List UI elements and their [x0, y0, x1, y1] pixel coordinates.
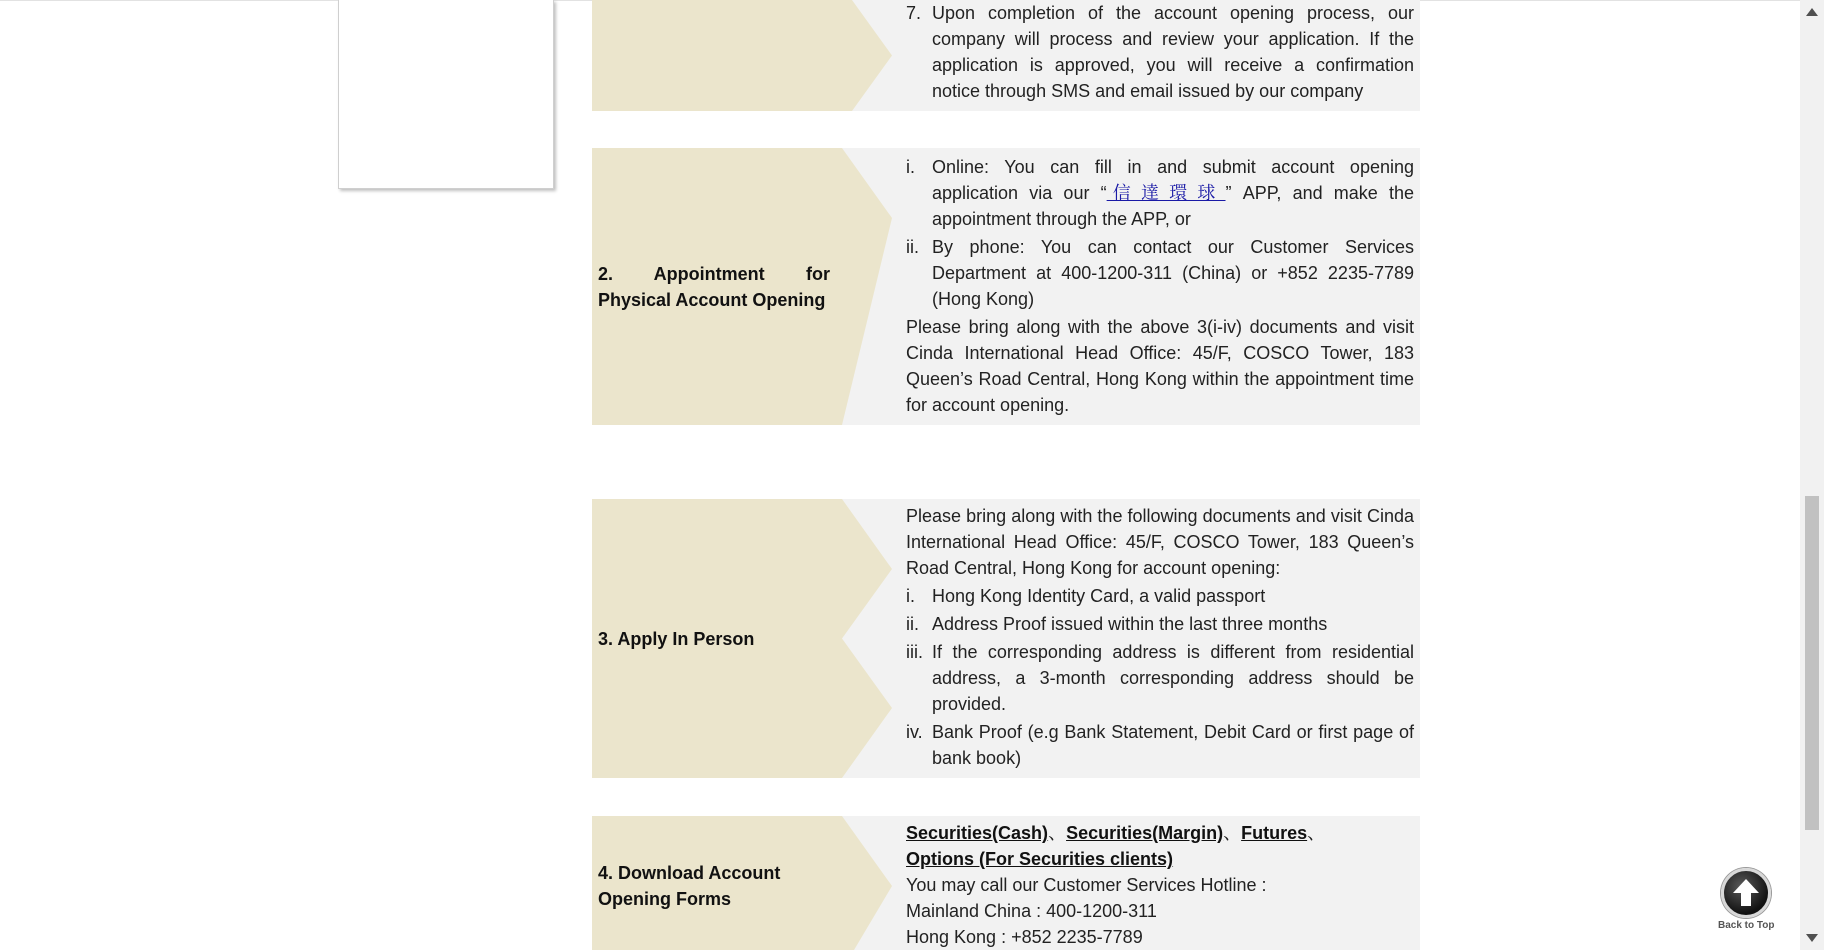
scroll-down-arrow-icon[interactable]: [1806, 934, 1818, 942]
list-item: [906, 639, 1414, 717]
back-to-top-label: Back to Top: [1718, 920, 1775, 931]
list-item: [906, 154, 1414, 232]
link-separator: 、: [1048, 823, 1067, 843]
step-title: 3. Apply In Person: [598, 628, 755, 649]
step-row-2: [592, 148, 1420, 425]
list-number: 7.: [906, 3, 922, 23]
step-content: [906, 154, 1414, 418]
list-text: By phone: You can contact our Customer Services Department at 400-1200-311 (China) or +852 2235-7789 (Hong Kong): [932, 237, 1414, 309]
link-separator: 、: [1223, 823, 1242, 843]
list-text: If the corresponding address is different from residential address, a 3-month corresponding address should be provided.: [932, 642, 1414, 714]
step-content: [906, 503, 1414, 771]
list-number: ii.: [906, 237, 919, 257]
hotline-title: You may call our Customer Services Hotline :: [906, 875, 1267, 895]
step-row-1: [592, 0, 1420, 111]
list-item: [906, 719, 1414, 771]
list-text-pre: Online: You can fill in and submit account opening application via our “: [932, 157, 1414, 203]
list-number: ii.: [906, 614, 919, 634]
step-title: 2. Appointment for Physical Account Opening: [598, 263, 830, 310]
list-item: [906, 611, 1414, 637]
scrollbar-thumb[interactable]: [1805, 496, 1819, 830]
list-item: [906, 583, 1414, 609]
list-text: Address Proof issued within the last three months: [932, 614, 1328, 634]
list-number: iii.: [906, 642, 923, 662]
step-label-panel: [592, 0, 892, 111]
step-content: [906, 0, 1414, 104]
app-link[interactable]: 信達環球: [1106, 183, 1226, 203]
list-item: [906, 0, 1414, 104]
step-row-4: [592, 816, 1420, 950]
list-text-post: ” APP, and make the appointment through the APP, or: [932, 183, 1414, 229]
list-text: Bank Proof (e.g Bank Statement, Debit Card or first page of bank book): [932, 722, 1414, 768]
back-to-top-button[interactable]: [1718, 868, 1774, 931]
scroll-up-arrow-icon[interactable]: [1806, 8, 1818, 16]
vertical-scrollbar[interactable]: [1800, 0, 1824, 950]
chevron-polygon: [592, 0, 892, 111]
list-number: i.: [906, 586, 915, 606]
step-row-3: [592, 499, 1420, 778]
up-arrow-polygon: [1733, 879, 1759, 906]
intro-paragraph: Please bring along with the following documents and visit Cinda International Head Office: 45/F, COSCO Tower, 183 Queen’s Road Central, Hong Kong for account opening:: [906, 506, 1414, 578]
step-content: [906, 820, 1414, 950]
back-to-top-circle[interactable]: [1721, 868, 1771, 918]
side-panel-box: [338, 0, 554, 189]
step-title: 4. Download Account Opening Forms: [598, 863, 781, 909]
options-form-link[interactable]: Options (For Securities clients): [906, 849, 1174, 869]
download-links: [906, 820, 1414, 872]
securities-cash-form-link[interactable]: Securities(Cash): [906, 823, 1049, 843]
note-paragraph: Please bring along with the above 3(i-iv) documents and visit Cinda International Head Office: 45/F, COSCO Tower, 183 Queen’s Road Central, Hong Kong within the appointment time for account opening.: [906, 317, 1414, 415]
futures-form-link[interactable]: Futures: [1241, 823, 1308, 843]
up-arrow-icon: [1732, 878, 1760, 908]
chevron-shape: [592, 0, 892, 111]
list-text: Hong Kong Identity Card, a valid passport: [932, 586, 1266, 606]
list-text: Upon completion of the account opening process, our company will process and review your application. If the application is approved, you will receive a confirmation notice through SMS and email issued by our company: [932, 3, 1414, 101]
list-number: iv.: [906, 722, 923, 742]
hotline-mainland: Mainland China : 400-1200-311: [906, 901, 1157, 921]
list-number: i.: [906, 157, 915, 177]
link-separator: 、: [1307, 823, 1326, 843]
list-item: [906, 234, 1414, 312]
securities-margin-form-link[interactable]: Securities(Margin): [1066, 823, 1224, 843]
hotline-hongkong: Hong Kong : +852 2235-7789: [906, 927, 1143, 947]
